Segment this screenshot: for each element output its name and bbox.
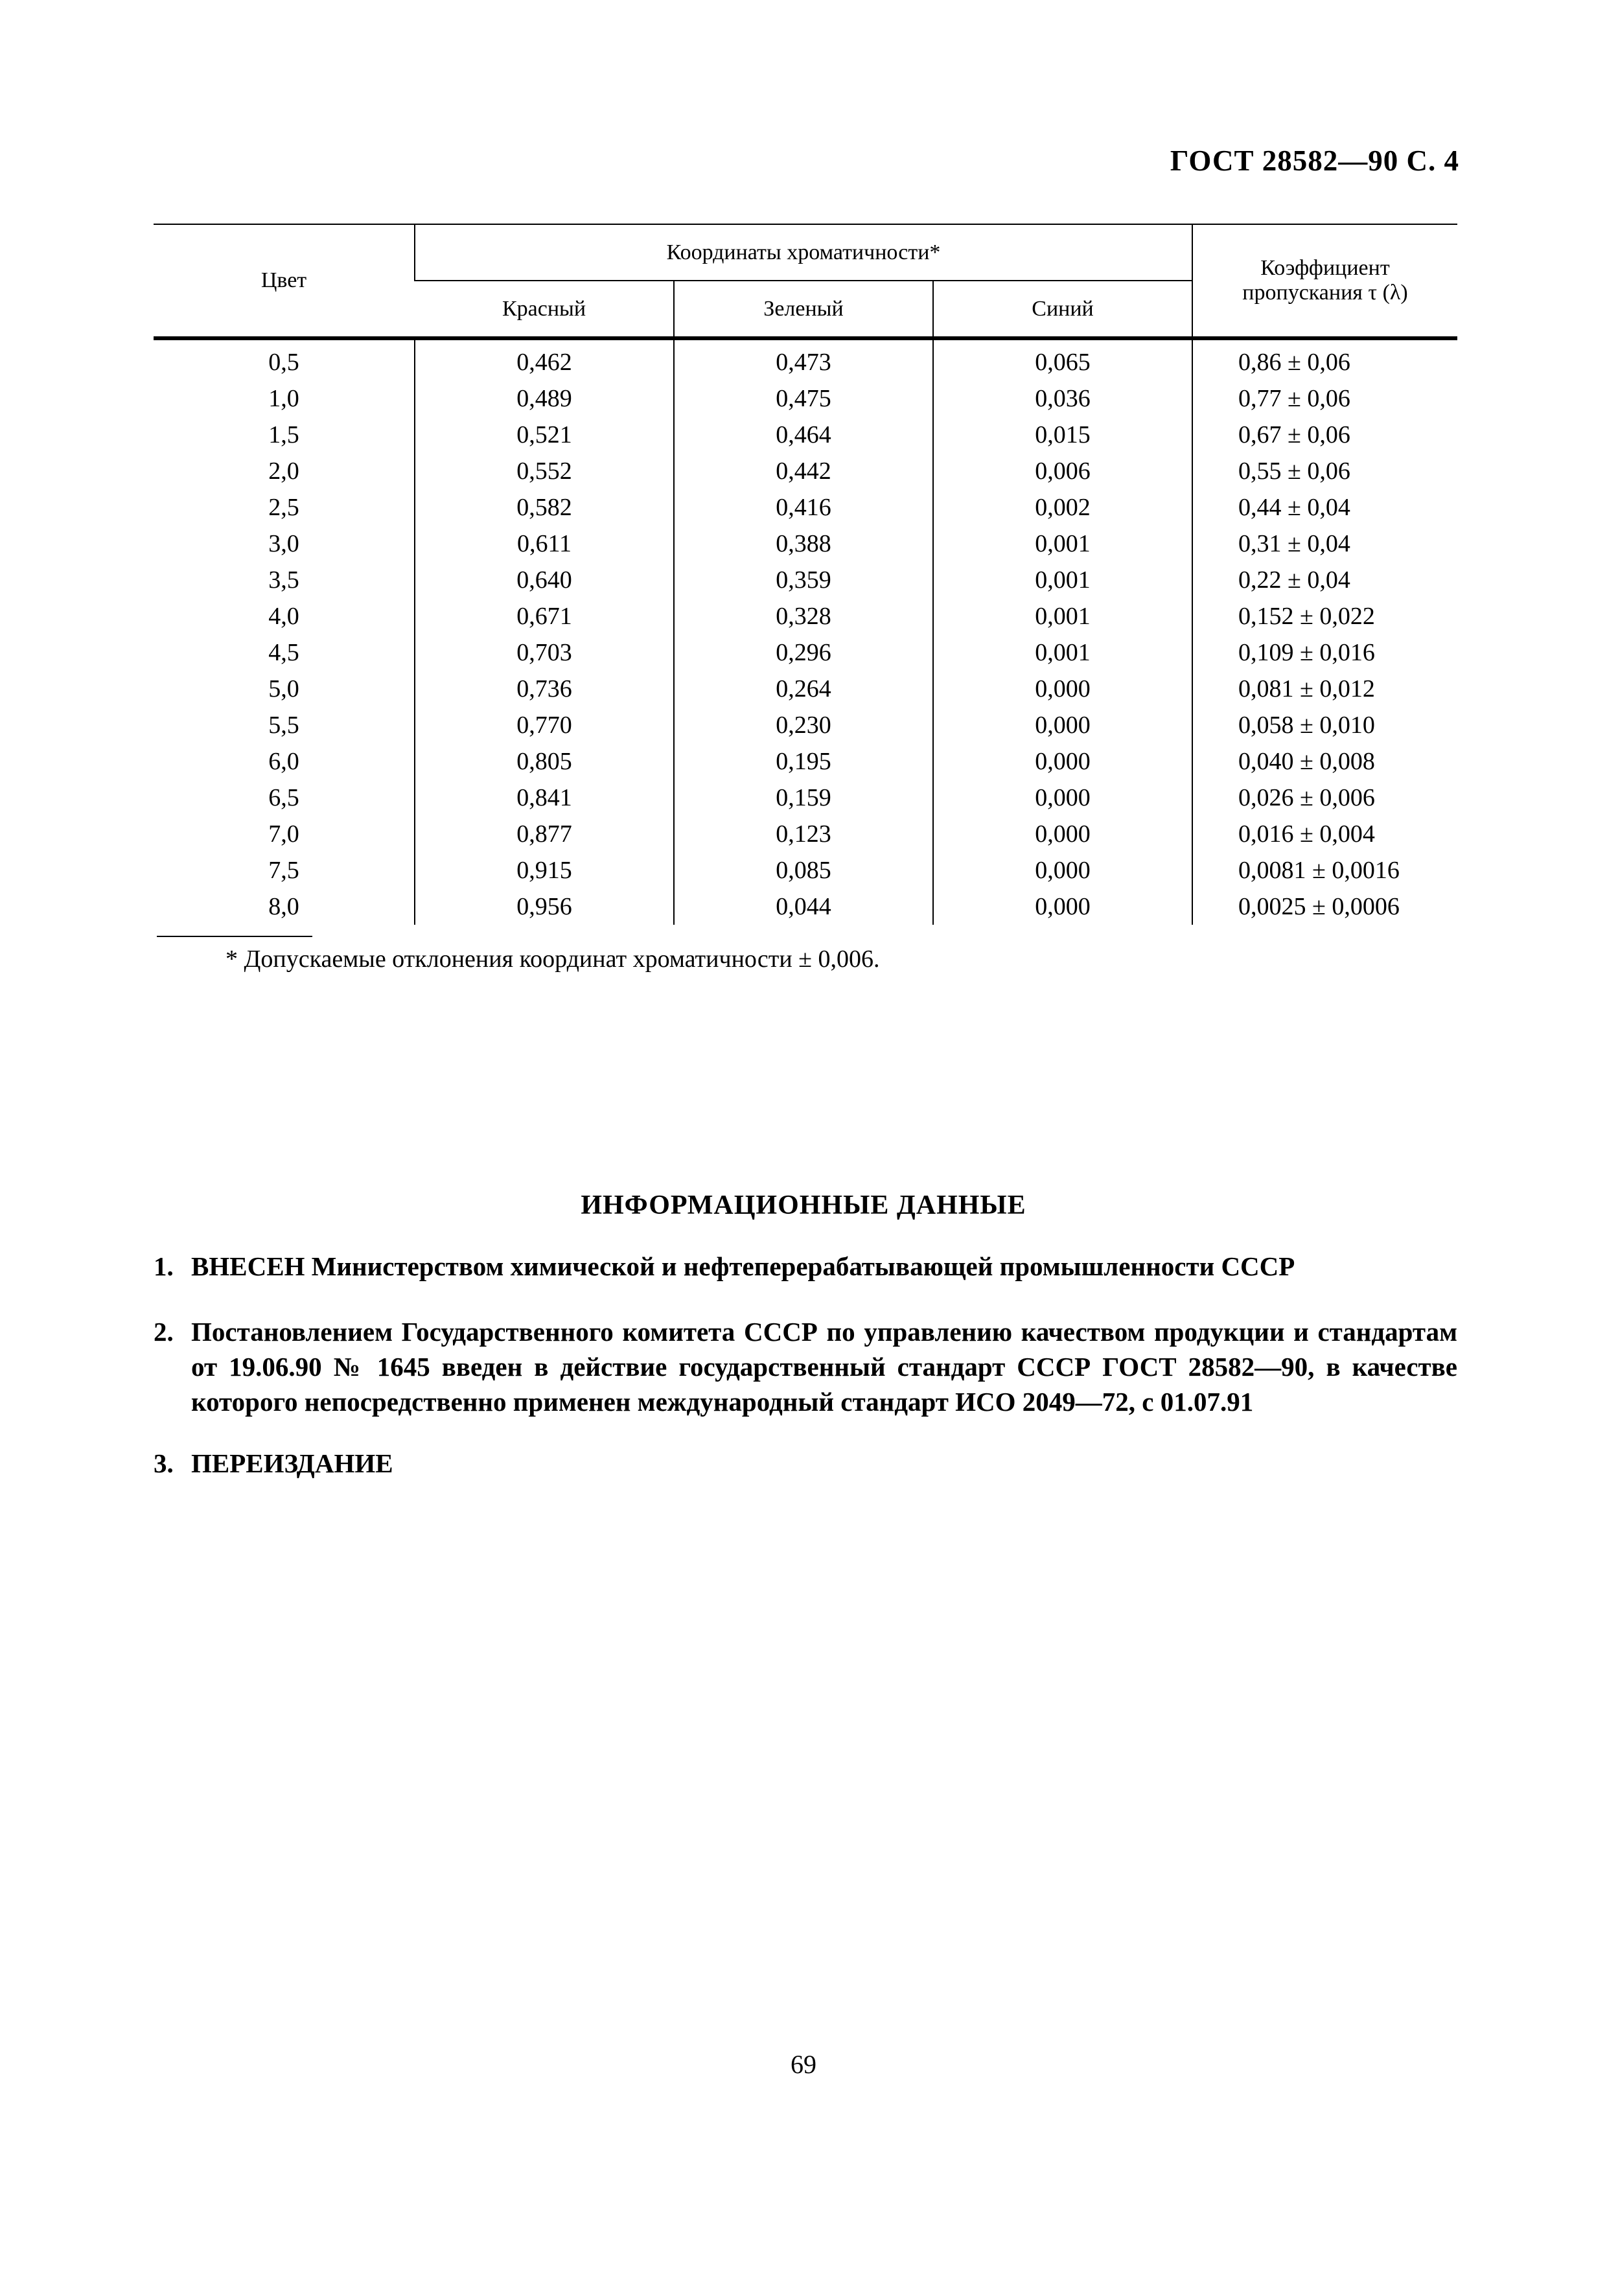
cell-color: 6,0 [268,748,299,775]
cell-blue: 0,015 [933,417,1192,453]
cell-red: 0,915 [415,852,674,888]
cell-coefficient: 0,86 ± 0,06 [1192,338,1457,380]
page-number: 69 [791,2050,816,2079]
cell-green: 0,230 [674,707,933,743]
cell-green: 0,328 [674,598,933,634]
cell-green: 0,464 [674,417,933,453]
cell-green: 0,264 [674,671,933,707]
cell-green: 0,359 [674,562,933,598]
column-header-chromaticity: Координаты хроматичности* [415,224,1192,281]
table-row [154,780,1457,816]
cell-blue: 0,001 [933,562,1192,598]
cell-red: 0,956 [415,888,674,925]
table-row [154,453,1457,489]
cell-color: 3,0 [268,530,299,557]
cell-coefficient: 0,22 ± 0,04 [1192,562,1457,598]
cell-coefficient: 0,55 ± 0,06 [1192,453,1457,489]
cell-red: 0,552 [415,453,674,489]
table-row [154,743,1457,780]
table-body [154,338,1457,925]
cell-red: 0,736 [415,671,674,707]
cell-red: 0,521 [415,417,674,453]
table-row [154,816,1457,852]
cell-color: 1,0 [268,385,299,412]
info-item-3 [154,1446,1457,1481]
cell-blue: 0,001 [933,598,1192,634]
cell-red: 0,671 [415,598,674,634]
table-row [154,562,1457,598]
cell-green: 0,044 [674,888,933,925]
table-row [154,707,1457,743]
cell-coefficient: 0,44 ± 0,04 [1192,489,1457,526]
cell-red: 0,877 [415,816,674,852]
cell-red: 0,770 [415,707,674,743]
cell-red: 0,611 [415,526,674,562]
info-item-text: ПЕРЕИЗДАНИЕ [191,1448,393,1478]
footnote-rule [157,936,312,937]
cell-coefficient: 0,31 ± 0,04 [1192,526,1457,562]
cell-green: 0,388 [674,526,933,562]
cell-color: 0,5 [268,349,299,376]
cell-green: 0,123 [674,816,933,852]
cell-green: 0,473 [674,338,933,380]
cell-green: 0,442 [674,453,933,489]
cell-coefficient: 0,040 ± 0,008 [1192,743,1457,780]
cell-green: 0,195 [674,743,933,780]
info-title: ИНФОРМАЦИОННЫЕ ДАННЫЕ [581,1190,1026,1220]
cell-blue: 0,036 [933,380,1192,417]
info-item-text: ВНЕСЕН Министерством химической и нефтеперерабатывающей промышленности СССР [191,1251,1295,1281]
table-row [154,671,1457,707]
cell-blue: 0,000 [933,743,1192,780]
chromaticity-table [154,224,1457,925]
cell-color: 7,0 [268,820,299,848]
cell-coefficient: 0,058 ± 0,010 [1192,707,1457,743]
footnote: * Допускаемые отклонения координат хроматичности ± 0,006. [225,945,880,973]
cell-coefficient: 0,77 ± 0,06 [1192,380,1457,417]
info-item-text: Постановлением Государственного комитета СССР по управлению качеством продукции и стандартам от 19.06.90 № 1645 введен в действие государственный стандарт СССР ГОСТ 28582—90, в качестве которого непосредственно применен международный стандарт ИСО 2049—72, с 01.07.91 [191,1317,1457,1417]
column-header-color: Цвет [154,224,415,338]
cell-coefficient: 0,0025 ± 0,0006 [1192,888,1457,925]
cell-green: 0,159 [674,780,933,816]
cell-coefficient: 0,67 ± 0,06 [1192,417,1457,453]
cell-blue: 0,000 [933,707,1192,743]
cell-red: 0,640 [415,562,674,598]
table-row [154,634,1457,671]
cell-blue: 0,001 [933,526,1192,562]
page-header: ГОСТ 28582—90 С. 4 [1170,145,1459,177]
table-row [154,852,1457,888]
cell-coefficient: 0,0081 ± 0,0016 [1192,852,1457,888]
info-item-number: 3. [154,1448,174,1478]
cell-color: 4,5 [268,639,299,666]
cell-color: 1,5 [268,421,299,448]
cell-coefficient: 0,081 ± 0,012 [1192,671,1457,707]
cell-red: 0,805 [415,743,674,780]
info-item-1 [154,1249,1457,1284]
table-row [154,380,1457,417]
cell-color: 4,0 [268,603,299,630]
cell-color: 2,5 [268,494,299,521]
column-header-blue: Синий [933,281,1192,338]
cell-color: 5,5 [268,712,299,739]
cell-blue: 0,002 [933,489,1192,526]
cell-color: 7,5 [268,857,299,884]
cell-red: 0,582 [415,489,674,526]
cell-red: 0,703 [415,634,674,671]
cell-green: 0,475 [674,380,933,417]
cell-color: 8,0 [268,893,299,920]
cell-coefficient: 0,109 ± 0,016 [1192,634,1457,671]
cell-green: 0,416 [674,489,933,526]
cell-blue: 0,000 [933,671,1192,707]
cell-color: 3,5 [268,566,299,594]
table-row [154,598,1457,634]
cell-color: 5,0 [268,675,299,702]
cell-red: 0,841 [415,780,674,816]
cell-blue: 0,000 [933,780,1192,816]
info-item-2 [154,1314,1457,1419]
cell-blue: 0,001 [933,634,1192,671]
column-header-green: Зеленый [674,281,933,338]
table-row [154,888,1457,925]
column-header-coefficient: Коэффициент пропускания τ (λ) [1192,224,1457,338]
table-row [154,417,1457,453]
cell-coefficient: 0,152 ± 0,022 [1192,598,1457,634]
cell-red: 0,489 [415,380,674,417]
cell-blue: 0,000 [933,816,1192,852]
cell-green: 0,085 [674,852,933,888]
cell-blue: 0,065 [933,338,1192,380]
cell-red: 0,462 [415,338,674,380]
table-row [154,526,1457,562]
info-item-number: 1. [154,1251,174,1281]
cell-blue: 0,000 [933,888,1192,925]
table-row [154,338,1457,380]
column-header-red: Красный [415,281,674,338]
cell-green: 0,296 [674,634,933,671]
info-item-number: 2. [154,1317,174,1347]
cell-blue: 0,006 [933,453,1192,489]
cell-color: 6,5 [268,784,299,811]
table-row [154,489,1457,526]
cell-color: 2,0 [268,458,299,485]
cell-blue: 0,000 [933,852,1192,888]
cell-coefficient: 0,016 ± 0,004 [1192,816,1457,852]
cell-coefficient: 0,026 ± 0,006 [1192,780,1457,816]
